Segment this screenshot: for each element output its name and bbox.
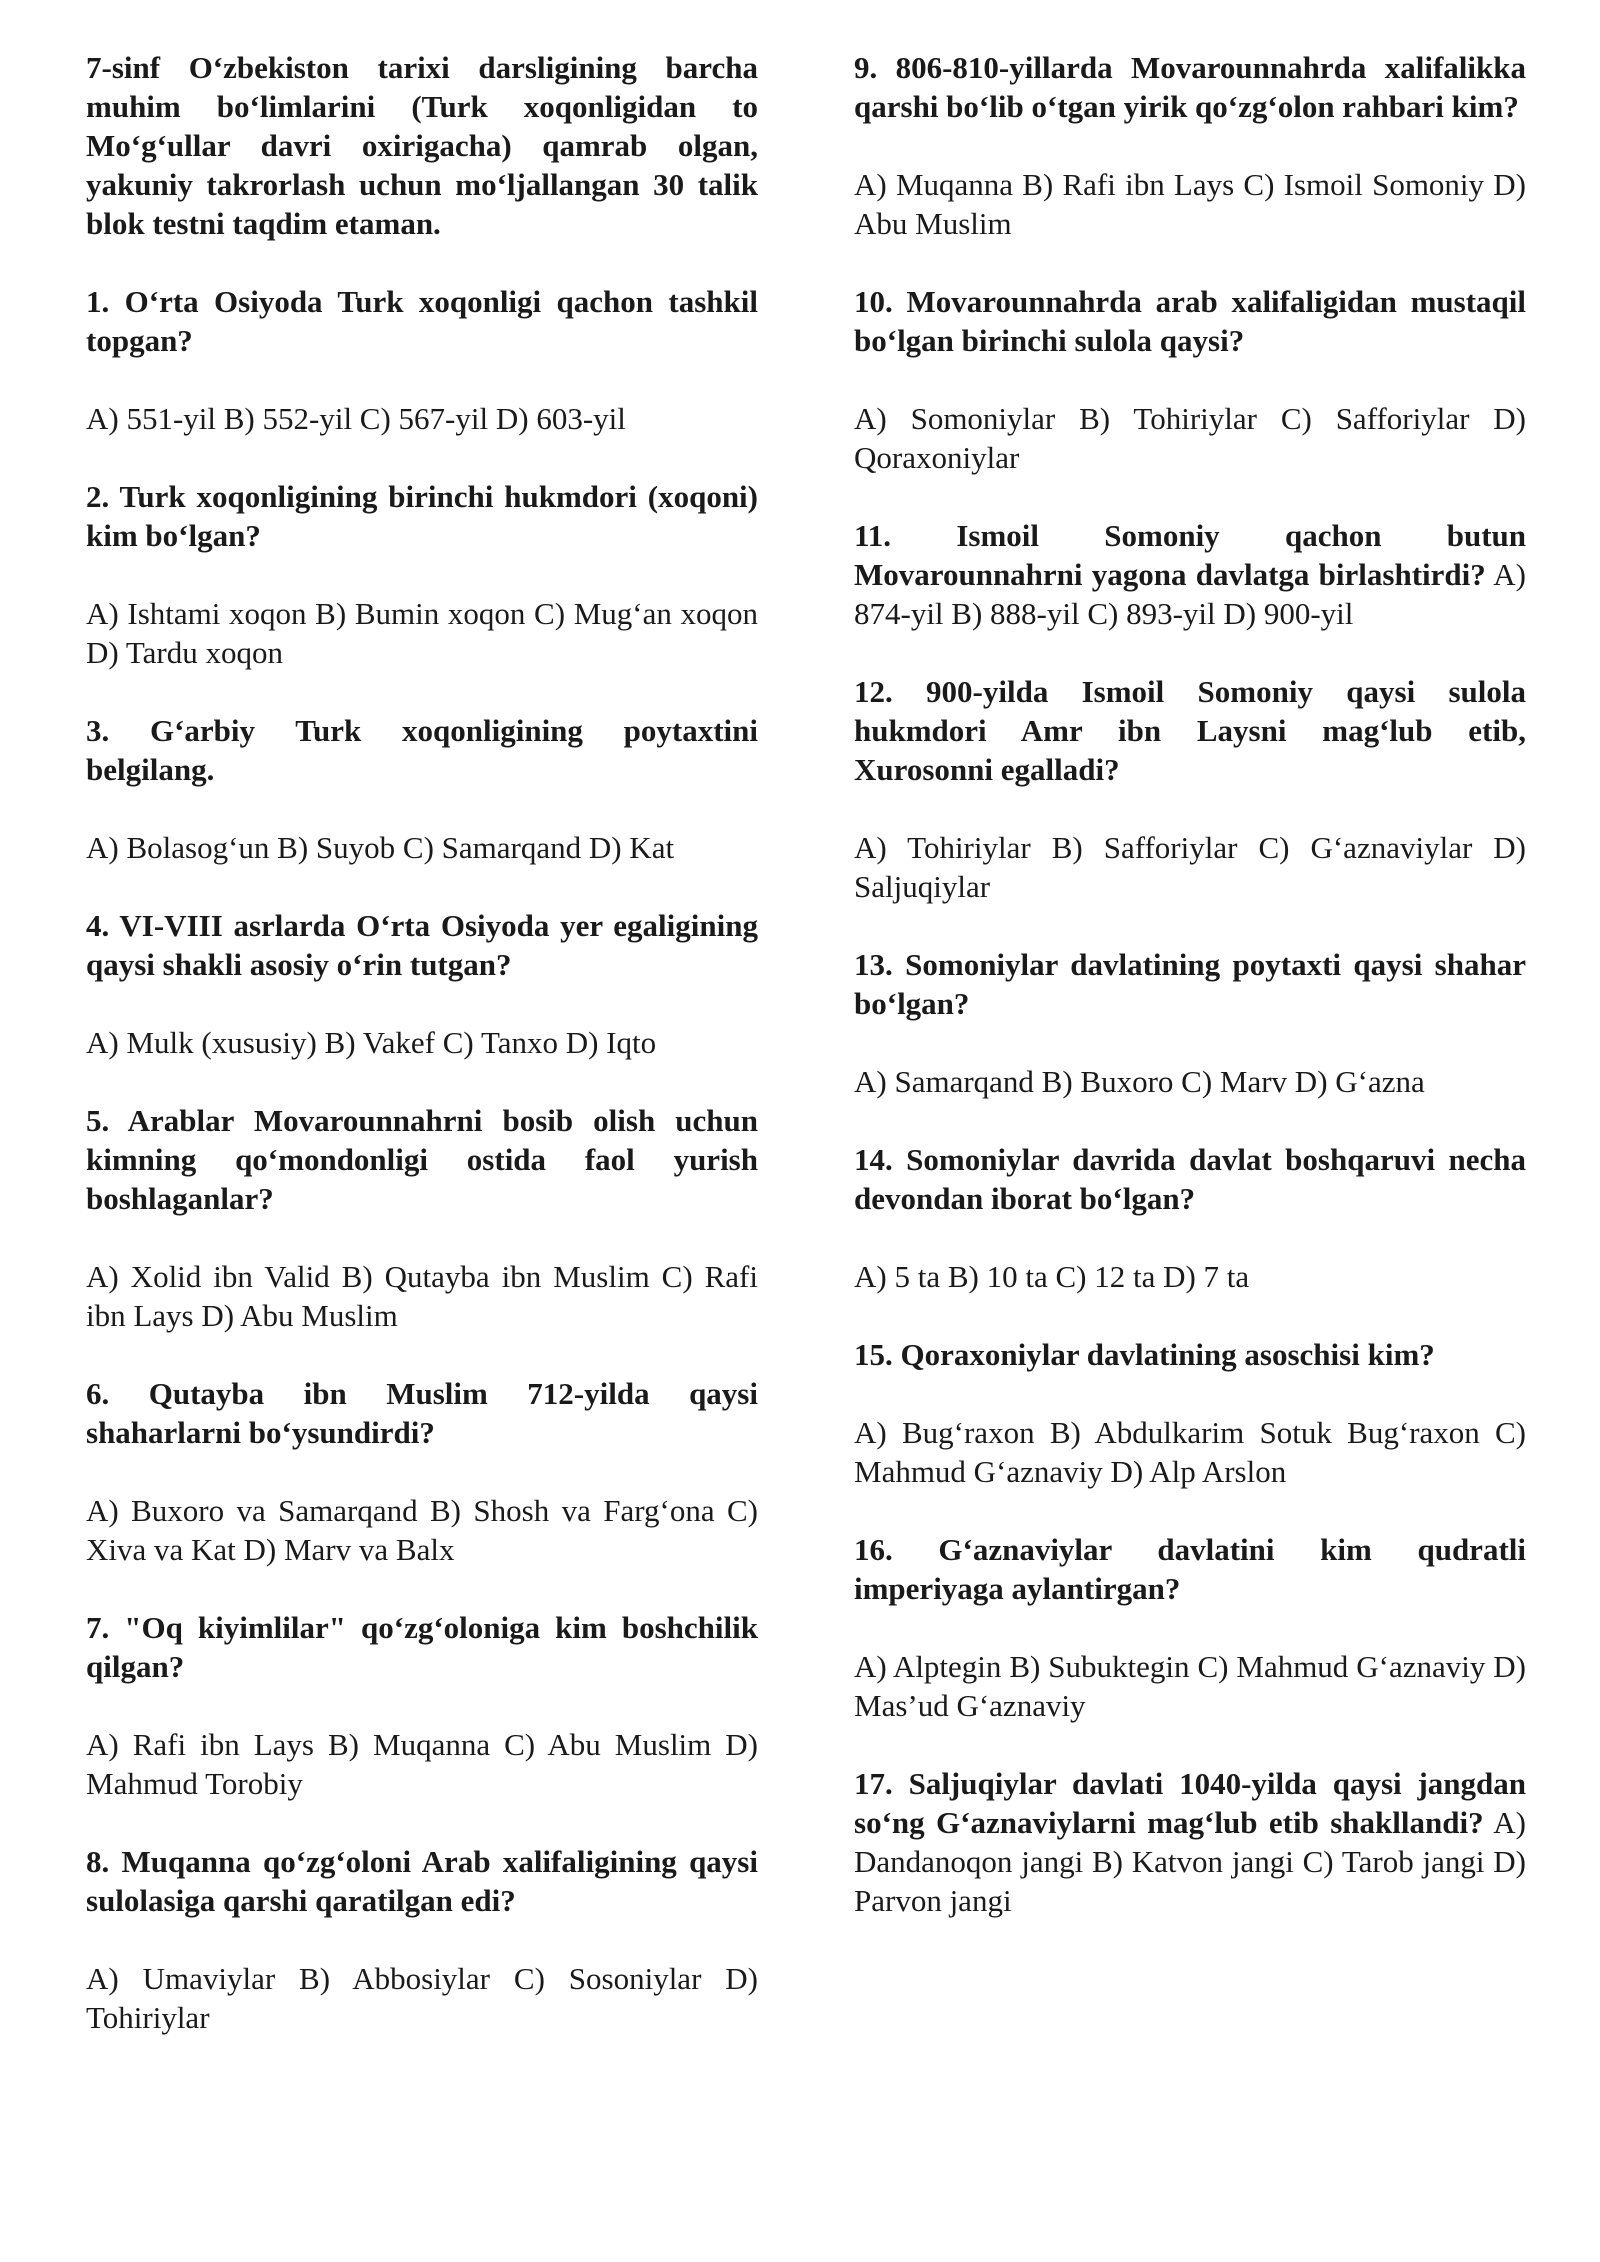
question-14: 14. Somoniylar davrida davlat boshqaruvi necha devondan iborat bo‘lgan? (854, 1142, 1526, 1216)
answers-17: A) Dandanoqon jangi B) Katvon jangi C) Tarob jangi D) Parvon jangi (854, 1805, 1527, 1918)
question-13: 13. Somoniylar davlatining poytaxti qaysi shahar bo‘lgan? (854, 947, 1526, 1021)
answers-15: A) Bug‘raxon B) Abdulkarim Sotuk Bug‘raxon C) Mahmud G‘aznaviy D) Alp Arslon (854, 1415, 1526, 1489)
answers-4: A) Mulk (xususiy) B) Vakef C) Tanxo D) Iqto (86, 1025, 657, 1060)
answers-8: A) Umaviylar B) Abbosiylar C) Sosoniylar D) Tohiriylar (86, 1961, 758, 2035)
question-5: 5. Arablar Movarounnahrni bosib olish uchun kimning qo‘mondonligi ostida faol yurish boshlaganlar? (86, 1103, 758, 1216)
answers-1: A) 551-yil B) 552-yil C) 567-yil D) 603-yil (86, 401, 626, 436)
question-17-block (854, 1764, 1526, 1920)
question-7: 7. "Oq kiyimlilar" qo‘zg‘oloniga kim boshchilik qilgan? (86, 1610, 758, 1684)
intro-text: 7-sinf O‘zbekiston tarixi darsligining barcha muhim bo‘limlarini (Turk xoqonligidan to Mo‘g‘ullar davri oxirigacha) qamrab olgan, yakuniy takrorlash uchun mo‘ljallangan 30 talik blok testni taqdim etaman. (86, 50, 758, 241)
answers-2: A) Ishtami xoqon B) Bumin xoqon C) Mug‘an xoqon D) Tardu xoqon (86, 596, 758, 670)
question-3: 3. G‘arbiy Turk xoqonligining poytaxtini belgilang. (86, 713, 758, 787)
question-15: 15. Qoraxoniylar davlatining asoschisi kim? (854, 1337, 1435, 1372)
answers-6: A) Buxoro va Samarqand B) Shosh va Farg‘ona C) Xiva va Kat D) Marv va Balx (86, 1493, 758, 1567)
question-10: 10. Movarounnahrda arab xalifaligidan mustaqil bo‘lgan birinchi sulola qaysi? (854, 284, 1526, 358)
answers-16: A) Alptegin B) Subuktegin C) Mahmud G‘aznaviy D) Mas’ud G‘aznaviy (854, 1649, 1526, 1723)
question-11-block (854, 516, 1526, 633)
question-9: 9. 806-810-yillarda Movarounnahrda xalifalikka qarshi bo‘lib o‘tgan yirik qo‘zg‘olon rahbari kim? (854, 50, 1526, 124)
question-6: 6. Qutayba ibn Muslim 712-yilda qaysi shaharlarni bo‘ysundirdi? (86, 1376, 758, 1450)
question-11: 11. Ismoil Somoniy qachon butun Movarounnahrni yagona davlatga birlashtirdi? (854, 518, 1526, 592)
answers-5: A) Xolid ibn Valid B) Qutayba ibn Muslim C) Rafi ibn Lays D) Abu Muslim (86, 1259, 758, 1333)
answers-13: A) Samarqand B) Buxoro C) Marv D) G‘azna (854, 1064, 1425, 1099)
answers-12: A) Tohiriylar B) Safforiylar C) G‘aznaviylar D) Saljuqiylar (854, 830, 1526, 904)
question-4: 4. VI-VIII asrlarda O‘rta Osiyoda yer egaligining qaysi shakli asosiy o‘rin tutgan? (86, 908, 758, 982)
answers-10: A) Somoniylar B) Tohiriylar C) Safforiylar D) Qoraxoniylar (854, 401, 1526, 475)
question-12: 12. 900-yilda Ismoil Somoniy qaysi sulola hukmdori Amr ibn Laysni mag‘lub etib, Xurosonni egalladi? (854, 674, 1526, 787)
question-1: 1. O‘rta Osiyoda Turk xoqonligi qachon tashkil topgan? (86, 284, 758, 358)
question-8: 8. Muqanna qo‘zg‘oloni Arab xalifaligining qaysi sulolasiga qarshi qaratilgan edi? (86, 1844, 758, 1918)
left-column (86, 48, 758, 2037)
question-16: 16. G‘aznaviylar davlatini kim qudratli imperiyaga aylantirgan? (854, 1532, 1526, 1606)
question-17: 17. Saljuqiylar davlati 1040-yilda qaysi jangdan so‘ng G‘aznaviylarni mag‘lub etib shakllandi? (854, 1766, 1526, 1840)
answers-3: A) Bolasog‘un B) Suyob C) Samarqand D) Kat (86, 830, 675, 865)
question-2: 2. Turk xoqonligining birinchi hukmdori (xoqoni) kim bo‘lgan? (86, 479, 758, 553)
right-column (854, 48, 1526, 1920)
answers-11: A) 874-yil B) 888-yil C) 893-yil D) 900-yil (854, 557, 1527, 631)
answers-7: A) Rafi ibn Lays B) Muqanna C) Abu Muslim D) Mahmud Torobiy (86, 1727, 758, 1801)
answers-14: A) 5 ta B) 10 ta C) 12 ta D) 7 ta (854, 1259, 1250, 1294)
answers-9: A) Muqanna B) Rafi ibn Lays C) Ismoil Somoniy D) Abu Muslim (854, 167, 1526, 241)
